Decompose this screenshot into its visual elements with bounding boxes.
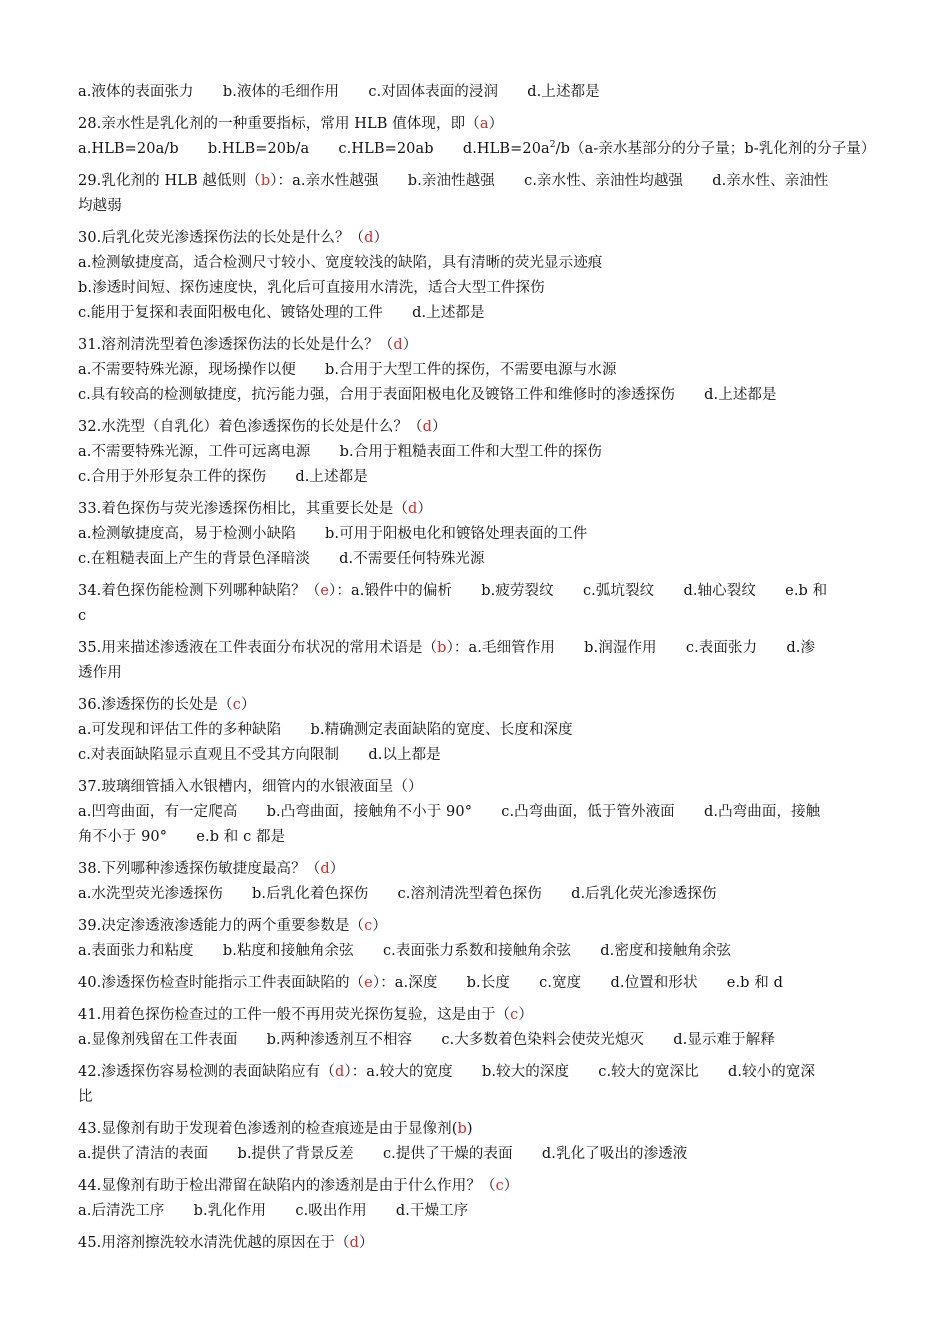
line-text: a.凹弯曲面，有一定爬高 b.凸弯曲面，接触角不小于 90° c.凸弯曲面，低于管外液面 d.凸弯曲面，接触 xyxy=(78,804,821,820)
line-text: ） xyxy=(241,697,256,713)
answer-key: d xyxy=(320,861,330,877)
question-line xyxy=(78,857,878,882)
line-text: 42.渗透探伤容易检测的表面缺陷应有（ xyxy=(78,1064,335,1080)
option-line xyxy=(78,80,878,105)
line-text: a.不需要特殊光源，现场操作以便 b.合用于大型工件的探伤，不需要电源与水源 xyxy=(78,362,617,378)
line-text: 44.显像剂有助于检出滞留在缺陷内的渗透剂是由于什么作用？（ xyxy=(78,1178,496,1194)
line-text: ）：a.较大的宽度 b.较大的深度 c.较大的宽深比 d.较小的宽深 xyxy=(344,1064,816,1080)
answer-key: d xyxy=(422,419,432,435)
option-line xyxy=(78,137,878,162)
line-text: c.对表面缺陷显示直观且不受其方向限制 d.以上都是 xyxy=(78,747,441,763)
line-text: 33.着色探伤与荧光渗透探伤相比，其重要长处是（ xyxy=(78,501,408,517)
line-text: 34.着色探伤能检测下列哪种缺陷？（ xyxy=(78,583,321,599)
question-line xyxy=(78,333,878,358)
superscript: 2 xyxy=(549,140,556,150)
line-text: a.液体的表面张力 b.液体的毛细作用 c.对固体表面的浸润 d.上述都是 xyxy=(78,84,600,100)
option-line xyxy=(78,743,878,768)
option-line xyxy=(78,718,878,743)
option-line xyxy=(78,465,878,490)
question-line xyxy=(78,693,878,718)
line-text: a.提供了清洁的表面 b.提供了背景反差 c.提供了干燥的表面 d.乳化了吸出的渗透液 xyxy=(78,1146,688,1162)
option-line xyxy=(78,1085,878,1110)
line-text: 30.后乳化荧光渗透探伤法的长处是什么？（ xyxy=(78,230,365,246)
line-text: ） xyxy=(488,116,504,132)
line-text: 37.玻璃细管插入水银槽内，细管内的水银液面呈（） xyxy=(78,779,423,795)
option-line xyxy=(78,276,878,301)
answer-key: e xyxy=(320,583,330,599)
answer-key: d xyxy=(334,1064,345,1080)
option-line xyxy=(78,939,878,964)
answer-key: b xyxy=(260,173,271,189)
line-text: ) xyxy=(466,1121,473,1137)
line-text: ） xyxy=(417,501,432,517)
question-line xyxy=(78,579,878,604)
line-text: 透作用 xyxy=(78,665,122,681)
line-text: a.HLB=20a/b b.HLB=20b/a c.HLB=20ab d.HLB=20a xyxy=(78,141,550,157)
line-text: ） xyxy=(431,419,447,435)
option-line xyxy=(78,800,878,825)
line-text: c.具有较高的检测敏捷度，抗污能力强，合用于表面阳极电化及镀铬工件和维修时的渗透探伤 d.上述都是 xyxy=(78,387,777,403)
line-text: 45.用溶剂擦洗较水清洗优越的原因在于（ xyxy=(78,1235,350,1251)
line-text: a.可发现和评估工件的多种缺陷 b.精确测定表面缺陷的宽度、长度和深度 xyxy=(78,722,573,738)
line-text: ） xyxy=(358,1235,374,1251)
answer-key: c xyxy=(364,918,373,934)
line-text: 角不小于 90° e.b 和 c 都是 xyxy=(78,829,286,845)
line-text: a.检测敏捷度高，易于检测小缺陷 b.可用于阳极电化和镀铬处理表面的工件 xyxy=(78,526,588,542)
option-line xyxy=(78,882,878,907)
question-line xyxy=(78,415,878,440)
line-text: 比 xyxy=(78,1089,93,1105)
line-text: ） xyxy=(503,1178,519,1194)
line-text: a.不需要特殊光源，工件可远离电源 b.合用于粗糙表面工件和大型工件的探伤 xyxy=(78,444,602,460)
question-line xyxy=(78,1174,878,1199)
option-line xyxy=(78,825,878,850)
line-text: 32.水洗型（自乳化）着色渗透探伤的长处是什么？（ xyxy=(78,419,423,435)
line-text: a.水洗型荧光渗透探伤 b.后乳化着色探伤 c.溶剂清洗型着色探伤 d.后乳化荧光渗透探伤 xyxy=(78,886,717,902)
line-text: 29.乳化剂的 HLB 越低则（ xyxy=(78,173,261,189)
line-text: 31.溶剂清洗型着色渗透探伤法的长处是什么？（ xyxy=(78,337,394,353)
question-line xyxy=(78,1117,878,1142)
line-text: 40.渗透探伤检查时能指示工件表面缺陷的（ xyxy=(78,975,365,991)
question-line xyxy=(78,169,878,194)
document-body xyxy=(78,80,878,1256)
line-text: 36.渗透探伤的长处是（ xyxy=(78,697,233,713)
line-text: 38.下列哪种渗透探伤敏捷度最高？（ xyxy=(78,861,321,877)
line-text: 41.用着色探伤检查过的工件一般不再用荧光探伤复验，这是由于（ xyxy=(78,1007,511,1023)
line-text: 39.决定渗透液渗透能力的两个重要参数是（ xyxy=(78,918,365,934)
answer-key: b xyxy=(457,1121,467,1137)
line-text: ）：a.亲水性越强 b.亲油性越强 c.亲水性、亲油性均越强 d.亲水性、亲油性 xyxy=(270,173,829,189)
option-line xyxy=(78,604,878,629)
line-text: c.合用于外形复杂工件的探伤 d.上述都是 xyxy=(78,469,368,485)
option-line xyxy=(78,251,878,276)
line-text: ）：a.深度 b.长度 c.宽度 d.位置和形状 e.b 和 d xyxy=(372,975,783,991)
line-text: ）：a.锻件中的偏析 b.疲劳裂纹 c.弧坑裂纹 d.轴心裂纹 e.b 和 xyxy=(329,583,828,599)
option-line xyxy=(78,383,878,408)
question-line xyxy=(78,1231,878,1256)
line-text: a.后清洗工序 b.乳化作用 c.吸出作用 d.干燥工序 xyxy=(78,1203,469,1219)
question-line xyxy=(78,1060,878,1085)
option-line xyxy=(78,1028,878,1053)
answer-key: d xyxy=(393,337,403,353)
line-text: c.能用于复探和表面阳极电化、镀铬处理的工件 d.上述都是 xyxy=(78,305,485,321)
answer-key: d xyxy=(349,1235,359,1251)
option-line xyxy=(78,547,878,572)
option-line xyxy=(78,194,878,219)
line-text: a.表面张力和粘度 b.粘度和接触角余弦 c.表面张力系数和接触角余弦 d.密度和接触角余弦 xyxy=(78,943,732,959)
line-text: 35.用来描述渗透液在工件表面分布状况的常用术语是（ xyxy=(78,640,438,656)
line-text: /b（a-亲水基部分的分子量；b-乳化剂的分子量） xyxy=(555,141,876,157)
answer-key: d xyxy=(364,230,374,246)
line-text: ）：a.毛细管作用 b.润湿作用 c.表面张力 d.渗 xyxy=(446,640,816,656)
line-text: 均越弱 xyxy=(78,198,122,214)
answer-key: b xyxy=(437,640,447,656)
answer-key: a xyxy=(479,116,489,132)
line-text: a.显像剂残留在工件表面 b.两种渗透剂互不相容 c.大多数着色染料会使荧光熄灭 d.显示难于解释 xyxy=(78,1032,775,1048)
line-text: 28.亲水性是乳化剂的一种重要指标，常用 HLB 值体现，即（ xyxy=(78,116,480,132)
line-text: c xyxy=(78,608,87,624)
line-text: ） xyxy=(329,861,345,877)
question-line xyxy=(78,971,878,996)
option-line xyxy=(78,301,878,326)
option-line xyxy=(78,1199,878,1224)
line-text: ） xyxy=(373,230,389,246)
line-text: 43.显像剂有助于发现着色渗透剂的检查痕迹是由于显像剂( xyxy=(78,1121,458,1137)
line-text: ） xyxy=(372,918,388,934)
answer-key: d xyxy=(407,501,418,517)
option-line xyxy=(78,661,878,686)
line-text: ） xyxy=(518,1007,534,1023)
line-text: a.检测敏捷度高，适合检测尺寸较小、宽度较浅的缺陷，具有清晰的荧光显示迹痕 xyxy=(78,255,603,271)
option-line xyxy=(78,1142,878,1167)
line-text: c.在粗糙表面上产生的背景色泽暗淡 d.不需要任何特殊光源 xyxy=(78,551,485,567)
answer-key: c xyxy=(232,697,241,713)
answer-key: e xyxy=(364,975,373,991)
answer-key: c xyxy=(495,1178,504,1194)
question-line xyxy=(78,112,878,137)
line-text: ） xyxy=(402,337,418,353)
option-line xyxy=(78,440,878,465)
question-line xyxy=(78,497,878,522)
answer-key: c xyxy=(510,1007,519,1023)
question-line xyxy=(78,1003,878,1028)
line-text: b.渗透时间短、探伤速度快，乳化后可直接用水清洗，适合大型工件探伤 xyxy=(78,280,545,296)
question-line xyxy=(78,226,878,251)
option-line xyxy=(78,358,878,383)
question-line xyxy=(78,636,878,661)
question-line xyxy=(78,914,878,939)
question-line xyxy=(78,775,878,800)
option-line xyxy=(78,522,878,547)
